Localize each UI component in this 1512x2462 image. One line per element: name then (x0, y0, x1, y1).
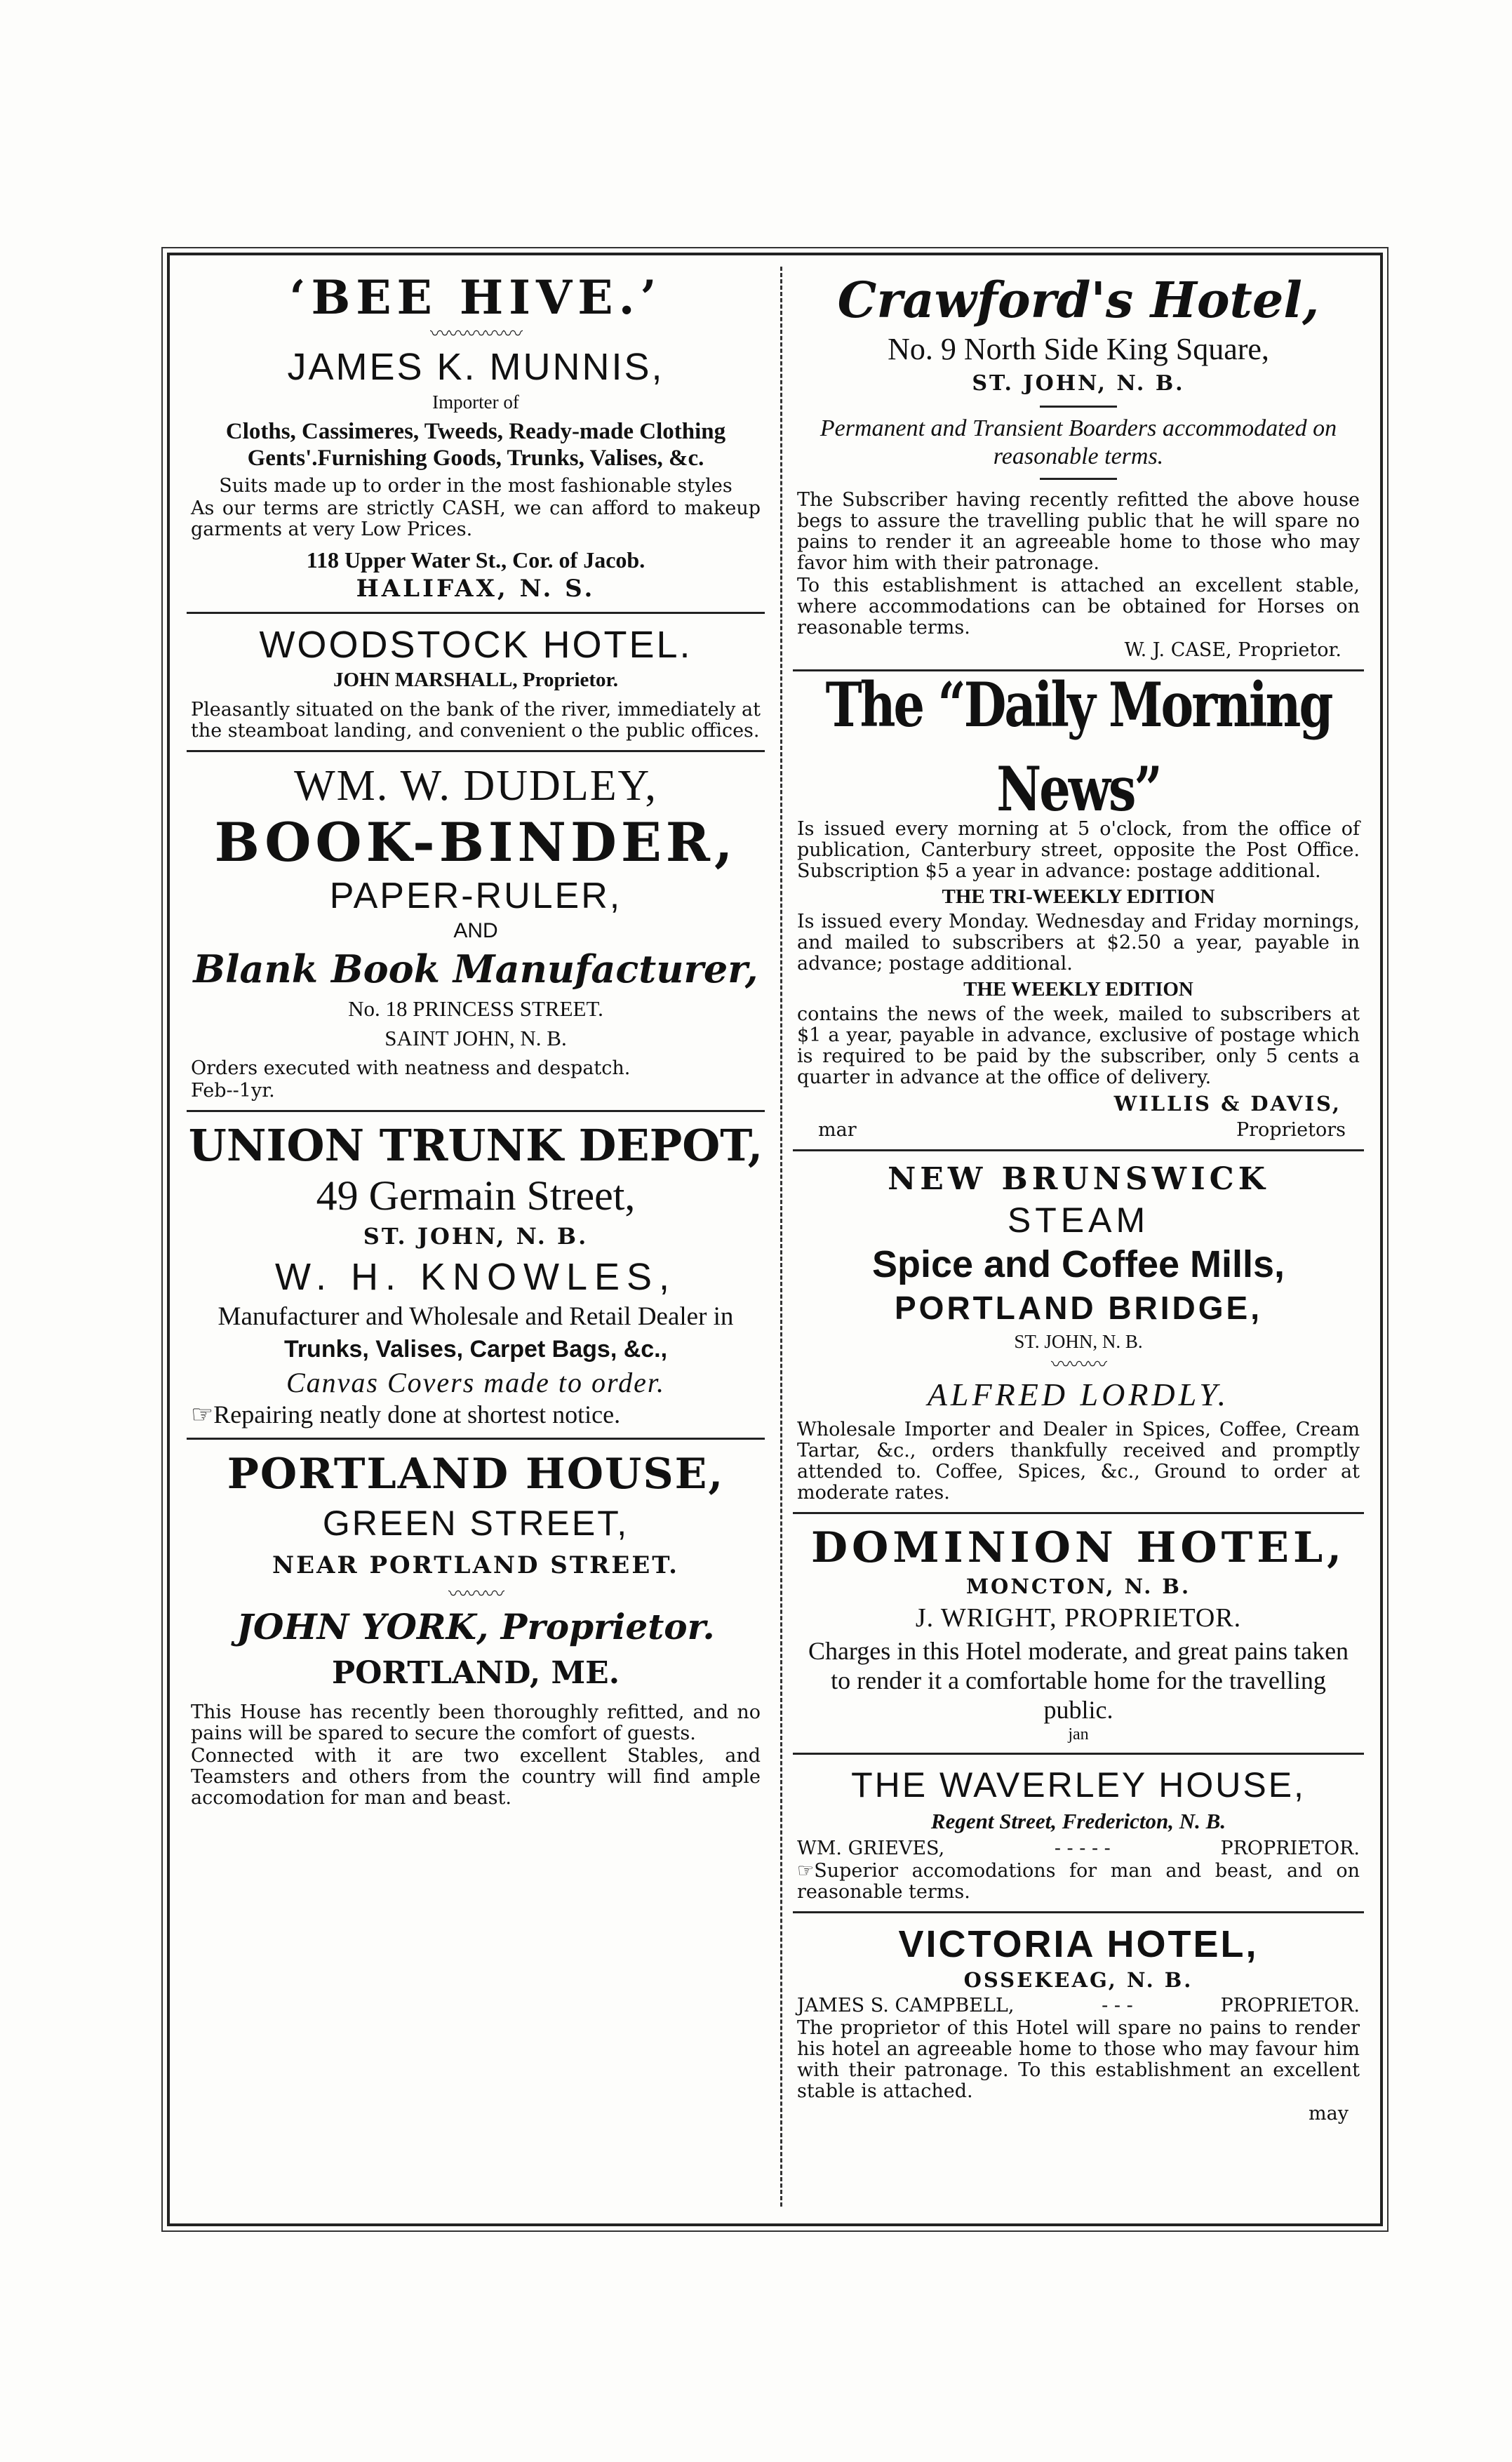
woodstock-proprietor: JOHN MARSHALL, Proprietor. (333, 669, 618, 691)
dudley-street: No. 18 PRINCESS STREET. (348, 996, 603, 1021)
crawford-address: No. 9 North Side King Square, (888, 332, 1269, 366)
crawford-terms: Permanent and Transient Boarders accommodated on reasonable terms. (819, 415, 1337, 469)
dudley-name: WM. W. DUDLEY, (294, 762, 657, 810)
knowles-goods: Trunks, Valises, Carpet Bags, &c., (283, 1336, 668, 1363)
victoria-role: PROPRIETOR. (1220, 1995, 1360, 2016)
victoria-date: may (1309, 2103, 1349, 2125)
news-body: Is issued every morning at 5 o'clock, from the office of publication, Canterbury street, opposite the Post Office. Subscription $5 a year in advance: postage additional. (797, 818, 1360, 882)
portland-title: PORTLAND HOUSE, (227, 1450, 725, 1499)
section-rule (187, 1110, 765, 1112)
victoria-dashes: - - - (1102, 1995, 1133, 2016)
section-rule (793, 1512, 1364, 1514)
section-rule (793, 1911, 1364, 1913)
crawford-body-2: To this establishment is attached an excellent stable, where accommodations can be obtained for Horses on reasonable terms. (797, 575, 1360, 638)
dominion-proprietor: J. WRIGHT, PROPRIETOR. (915, 1603, 1242, 1633)
waverley-owner: WM. GRIEVES, (797, 1838, 945, 1859)
bee-hive-title: ‘BEE HIVE.’ (289, 270, 662, 325)
knowles-desc: Manufacturer and Wholesale and Retail Dealer in (218, 1302, 734, 1331)
bee-hive-ad (181, 267, 770, 603)
portland-city: PORTLAND, ME. (331, 1655, 620, 1691)
portland-near: NEAR PORTLAND STREET. (272, 1551, 679, 1579)
dudley-trade-blank-book: Blank Book Manufacturer, (193, 946, 758, 991)
ornament-rule: 〰〰〰 (1050, 1353, 1106, 1376)
union-street: 49 Germain Street, (316, 1172, 636, 1219)
dominion-date: jan (1068, 1725, 1089, 1744)
spice-line-3: Spice and Coffee Mills, (871, 1243, 1285, 1285)
dominion-city: MONCTON, N. B. (965, 1574, 1191, 1598)
section-rule (793, 1753, 1364, 1755)
dudley-trade-bookbinder: BOOK-BINDER, (214, 811, 737, 874)
news-title: The “Daily Morning News” (825, 668, 1332, 826)
union-city: ST. JOHN, N. B. (363, 1223, 589, 1250)
victoria-owner-row (797, 1995, 1360, 2016)
victoria-city: OSSEKEAG, N. B. (963, 1968, 1193, 1992)
waverley-dashes: - - - - - (1054, 1838, 1111, 1859)
waverley-house-ad (787, 1763, 1370, 1903)
section-rule (187, 1438, 765, 1440)
woodstock-hotel-ad (181, 622, 770, 742)
crawford-body-1: The Subscriber having recently refitted the above house begs to assure the travelling public that he will spare no pains to render it an agreeable home to those who may favor him with their patronage. (797, 489, 1360, 574)
victoria-hotel-ad (787, 1922, 1370, 2125)
portland-body-1: This House has recently been thoroughly refitted, and no pains will be spared to secure the comfort of guests. (191, 1701, 761, 1744)
portland-proprietor: JOHN YORK, Proprietor. (236, 1606, 715, 1647)
dominion-body: Charges in this Hotel moderate, and great pains taken to render it a comfortable home for the travelling public. (808, 1637, 1349, 1724)
portland-street: GREEN STREET, (322, 1504, 629, 1543)
news-month: mar (818, 1119, 857, 1141)
spice-line-4: PORTLAND BRIDGE, (895, 1290, 1262, 1326)
tri-weekly-body: Is issued every Monday. Wednesday and Friday mornings, and mailed to subscribers at $2.50 a year, payable in advance; postage additional. (797, 911, 1360, 975)
section-rule (187, 612, 765, 614)
crawford-hotel-ad (787, 267, 1370, 661)
merchant-city: HALIFAX, N. S. (356, 575, 596, 603)
cash-note: As our terms are strictly CASH, we can afford to makeup garments at very Low Prices. (191, 497, 761, 540)
spice-body: Wholesale Importer and Dealer in Spices, Coffee, Cream Tartar, &c., orders thankfully received and promptly attended to. Coffee, Spices, &c., Ground to order at moderate rates. (797, 1419, 1360, 1504)
waverley-title: THE WAVERLEY HOUSE, (851, 1765, 1306, 1805)
crawford-city: ST. JOHN, N. B. (972, 371, 1185, 396)
dudley-note: Orders executed with neatness and despatch. (191, 1057, 631, 1079)
woodstock-title: WOODSTOCK HOTEL. (259, 624, 693, 666)
news-proprietors: Proprietors (1236, 1119, 1346, 1141)
dudley-city: SAINT JOHN, N. B. (384, 1026, 567, 1050)
section-rule (793, 1149, 1364, 1151)
repair-note: ☞Repairing neatly done at shortest notice. (191, 1400, 621, 1429)
dominion-hotel-ad (787, 1523, 1370, 1744)
ornament-rule: 〰〰〰〰〰 (429, 322, 521, 345)
spice-owner: ALFRED LORDLY. (927, 1377, 1230, 1412)
dudley-date: Feb--1yr. (191, 1080, 275, 1102)
victoria-owner: JAMES S. CAMPBELL, (797, 1995, 1015, 2016)
canvas-covers: Canvas Covers made to order. (286, 1367, 666, 1398)
short-rule (1040, 478, 1117, 480)
tailoring-note: Suits made up to order in the most fashionable styles (219, 475, 732, 497)
column-divider (780, 267, 782, 2207)
victoria-body: The proprietor of this Hotel will spare no pains to render his hotel an agreeable home to those who may favour him with their patronage. To this establishment an excellent stable is attached. (797, 2017, 1360, 2102)
waverley-owner-row (797, 1838, 1360, 1859)
merchant-name: JAMES K. MUNNIS, (287, 346, 664, 388)
news-footer (797, 1119, 1360, 1141)
spice-line-2: STEAM (1007, 1200, 1150, 1240)
dudley-trade-paper-ruler: PAPER-RULER, (329, 876, 622, 916)
merchant-address: 118 Upper Water St., Cor. of Jacob. (306, 547, 645, 573)
dudley-and: AND (453, 919, 498, 942)
waverley-address: Regent Street, Fredericton, N. B. (930, 1809, 1226, 1833)
crawford-sign: W. J. CASE, Proprietor. (1124, 639, 1342, 661)
right-column (787, 267, 1370, 2216)
ornament-rule: 〰〰〰 (448, 1582, 503, 1605)
spice-coffee-mills-ad (787, 1160, 1370, 1504)
crawford-title: Crawford's Hotel, (837, 271, 1320, 329)
left-column (181, 267, 770, 2216)
daily-morning-news-ad (787, 668, 1370, 1141)
merchant-role: Importer of (432, 392, 519, 413)
portland-house-ad (181, 1448, 770, 1809)
weekly-body: contains the news of the week, mailed to subscribers at $1 a year, payable in advance, exclusive of postage which is required to be paid by the subscriber, only 5 cents a quarter in advance at the office of delivery. (797, 1003, 1360, 1088)
short-rule (1040, 406, 1117, 408)
union-title: UNION TRUNK DEPOT, (188, 1120, 763, 1171)
waverley-role: PROPRIETOR. (1220, 1838, 1360, 1859)
portland-body-2: Connected with it are two excellent Stables, and Teamsters and others from the country will find ample accomodation for man and beast. (191, 1745, 761, 1809)
waverley-body: ☞Superior accomodations for man and beast, and on reasonable terms. (797, 1860, 1360, 1903)
dominion-title: DOMINION HOTEL, (810, 1523, 1346, 1572)
spice-line-1: NEW BRUNSWICK (888, 1161, 1269, 1197)
victoria-title: VICTORIA HOTEL, (898, 1923, 1259, 1965)
woodstock-body: Pleasantly situated on the bank of the river, immediately at the steamboat landing, and convenient o the public offices. (191, 699, 761, 742)
knowles-name: W. H. KNOWLES, (274, 1256, 677, 1298)
spice-city: ST. JOHN, N. B. (1014, 1331, 1143, 1352)
tri-weekly-title: THE TRI-WEEKLY EDITION (942, 885, 1215, 908)
section-rule (187, 750, 765, 752)
news-publisher: WILLIS & DAVIS, (1113, 1092, 1342, 1116)
weekly-title: THE WEEKLY EDITION (963, 978, 1193, 1001)
goods-list: Cloths, Cassimeres, Tweeds, Ready-made Clothing Gents'.Furnishing Goods, Trunks, Valises, &c. (225, 419, 726, 471)
union-trunk-depot-ad (181, 1120, 770, 1429)
dudley-bookbinder-ad (181, 761, 770, 1102)
